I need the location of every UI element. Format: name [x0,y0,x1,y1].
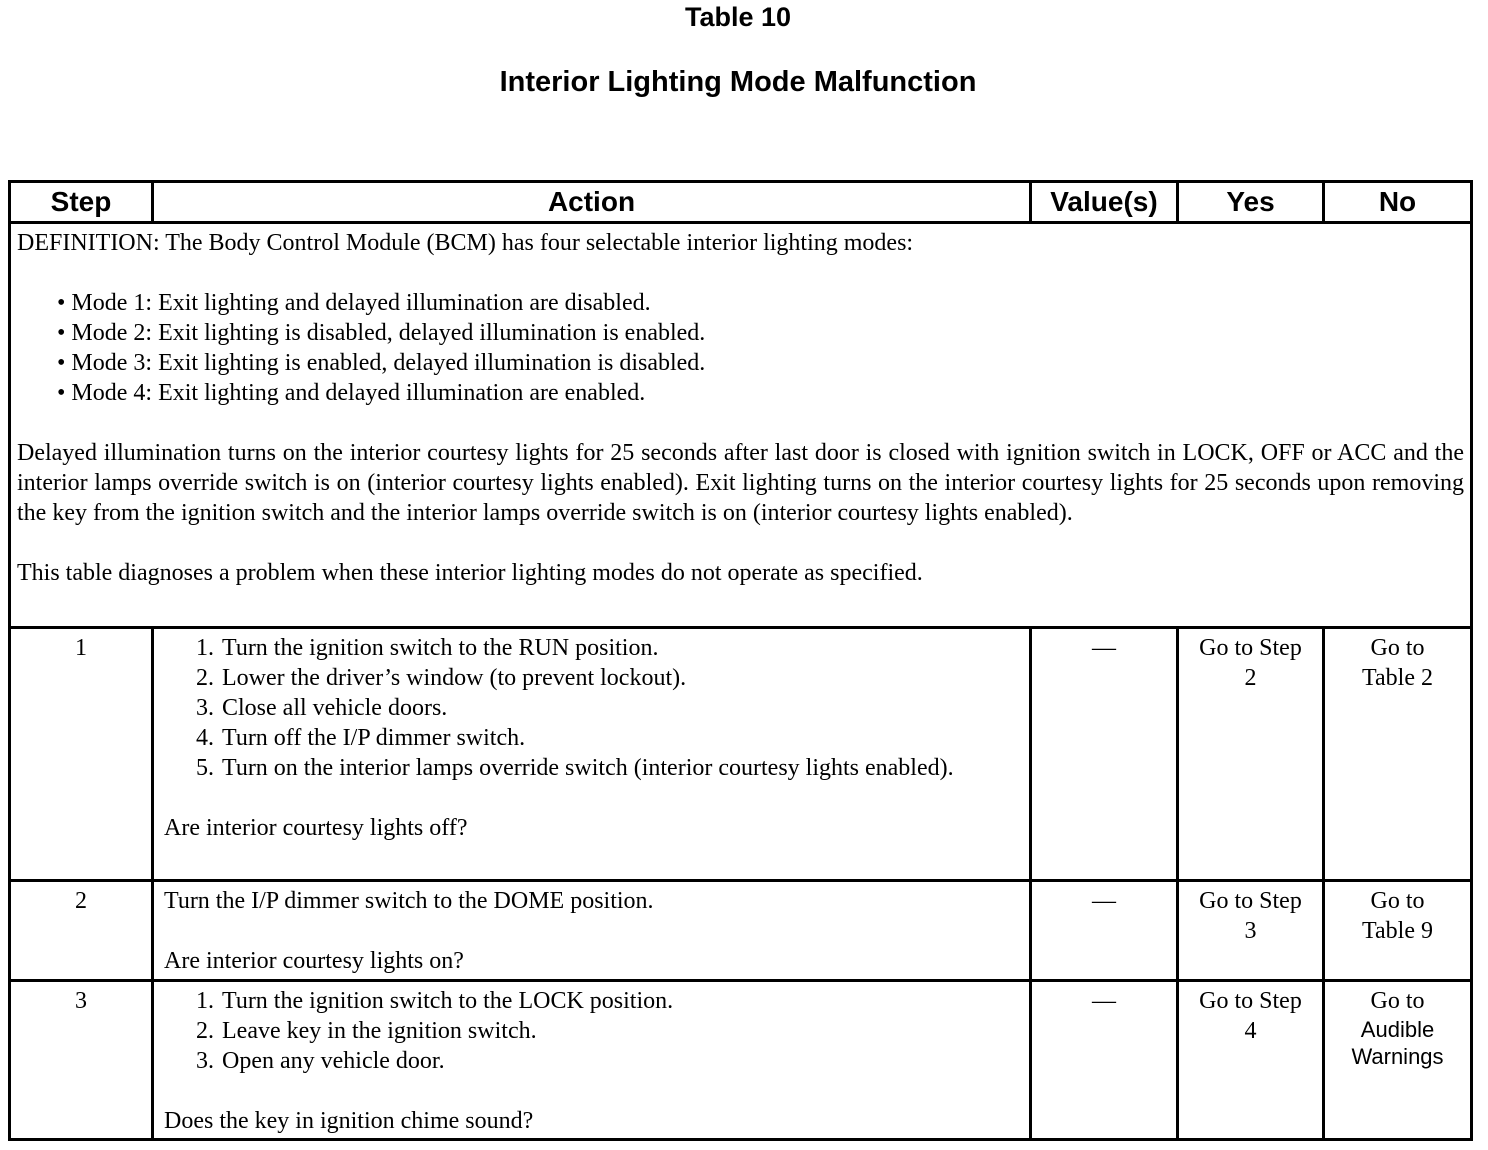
no-link-target: Audible [1360,1017,1435,1042]
mode-item: • Mode 1: Exit lighting and delayed illumination are disabled. [57,288,1464,318]
action-step: 4. Turn off the I/P dimmer switch. [220,723,993,753]
column-header-no: No [1324,182,1472,223]
action-steps [164,633,1019,783]
definition-paragraph: Delayed illumination turns on the interior courtesy lights for 25 seconds after last door is closed with ignition switch in LOCK, OFF or ACC and the interior lamps override switch is on (interior courtesy lights enabled). Exit lighting turns on the interior courtesy lights for 25 seconds upon removing the key from the ignition switch and the interior lamps override switch is on (interior courtesy lights enabled). [17,440,1464,526]
yes-cell [1178,881,1324,981]
definition-closing: This table diagnoses a problem when these interior lighting modes do not operate as specified. [17,560,923,586]
no-cell [1324,881,1472,981]
no-link-target-cont: Warnings [1351,1044,1444,1069]
step-number: 2 [10,881,153,981]
question-text: Are interior courtesy lights off? [164,815,468,841]
diagnostic-table [8,180,1473,1141]
page-title: Interior Lighting Mode Malfunction [499,66,977,98]
action-step: 2. Lower the driver’s window (to prevent lockout). [220,663,993,693]
value-cell: — [1031,881,1178,981]
yes-cell [1178,981,1324,1140]
yes-cell [1178,628,1324,881]
column-header-step: Step [10,182,153,223]
no-link-text: Go to [1370,888,1425,914]
column-header-yes: Yes [1178,182,1324,223]
no-link-text: Go to [1370,635,1425,661]
no-cell [1324,628,1472,881]
action-step: 2. Leave key in the ignition switch. [220,1016,993,1046]
mode-item: • Mode 3: Exit lighting is enabled, delayed illumination is disabled. [57,348,1464,378]
yes-link-target: 2 [1244,665,1257,691]
yes-link-target: 3 [1244,918,1257,944]
yes-link-text: Go to Step [1199,888,1302,914]
action-steps [164,986,1019,1076]
action-step: 3. Open any vehicle door. [220,1046,993,1076]
yes-link-text: Go to Step [1199,988,1302,1014]
no-cell [1324,981,1472,1140]
step-number: 3 [10,981,153,1140]
definition-intro: DEFINITION: The Body Control Module (BCM) has four selectable interior lighting modes: [17,230,914,256]
value-cell: — [1031,981,1178,1140]
action-cell [153,628,1031,881]
action-step: 5. Turn on the interior lamps override switch (interior courtesy lights enabled). [220,753,993,783]
no-link-target: Table 9 [1362,918,1433,944]
mode-item: • Mode 2: Exit lighting is disabled, delayed illumination is enabled. [57,318,1464,348]
no-link-target: Table 2 [1362,665,1433,691]
table-row [10,981,1472,1140]
header-row [10,182,1472,223]
action-step: 3. Close all vehicle doors. [220,693,993,723]
table-number: Table 10 [684,2,792,32]
yes-link-text: Go to Step [1199,635,1302,661]
question-text: Does the key in ignition chime sound? [164,1108,534,1134]
action-step: 1. Turn the ignition switch to the RUN position. [220,633,993,663]
value-cell: — [1031,628,1178,881]
definition-cell [10,223,1472,628]
mode-list [17,288,1464,408]
table-row [10,628,1472,881]
column-header-action: Action [153,182,1031,223]
action-step: 1. Turn the ignition switch to the LOCK position. [220,986,993,1016]
table-row [10,881,1472,981]
action-text: Turn the I/P dimmer switch to the DOME position. [164,888,654,914]
column-header-values: Value(s) [1031,182,1178,223]
step-number: 1 [10,628,153,881]
definition-row [10,223,1472,628]
mode-item: • Mode 4: Exit lighting and delayed illumination are enabled. [57,378,1464,408]
no-link-text: Go to [1370,988,1425,1014]
question-text: Are interior courtesy lights on? [164,948,464,974]
action-cell [153,981,1031,1140]
yes-link-target: 4 [1244,1018,1257,1044]
action-cell [153,881,1031,981]
